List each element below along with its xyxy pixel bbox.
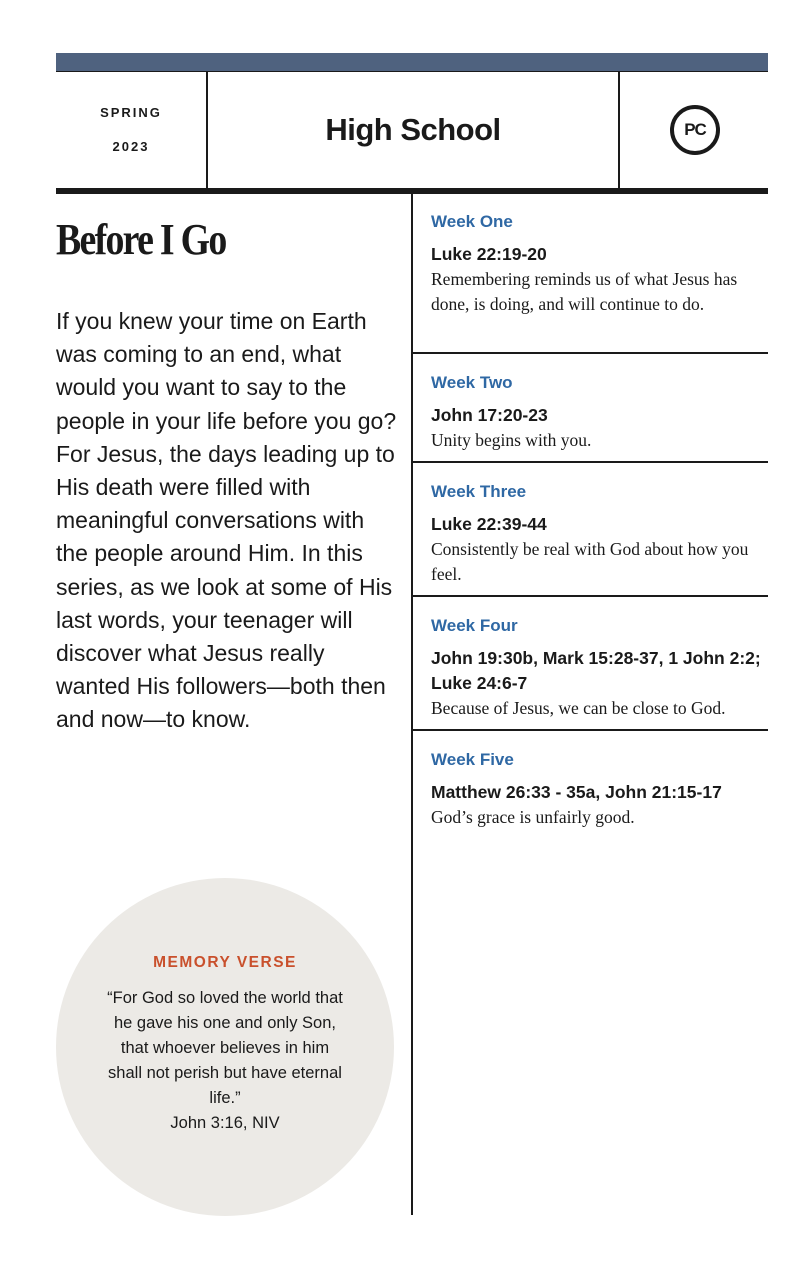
week-label: Week Four xyxy=(431,616,518,635)
week-label: Week Two xyxy=(431,373,513,392)
memory-verse-text: “For God so loved the world that he gave his one and only Son, that whoever believes in him shall not perish but have eternal life.” xyxy=(107,989,343,1107)
week-item xyxy=(413,731,768,830)
week-reference: Luke 22:39-44 xyxy=(431,514,547,534)
week-description: Because of Jesus, we can be close to God. xyxy=(431,698,726,718)
series-title: Before I Go xyxy=(56,215,226,264)
memory-verse-citation: John 3:16, NIV xyxy=(170,1114,280,1132)
memory-verse-circle xyxy=(56,878,394,1216)
week-description: Remembering reminds us of what Jesus has done, is doing, and will continue to do. xyxy=(431,269,738,314)
week-reference: John 17:20-23 xyxy=(431,405,548,425)
logo-cell xyxy=(618,72,770,188)
week-label: Week Five xyxy=(431,750,514,769)
logo-text: PC xyxy=(684,120,706,139)
week-description: Consistently be real with God about how you feel. xyxy=(431,539,749,584)
memory-verse-label: MEMORY VERSE xyxy=(153,954,297,971)
week-reference: Matthew 26:33 - 35a, John 21:15-17 xyxy=(431,782,722,802)
week-item xyxy=(413,463,768,597)
season-cell xyxy=(56,72,208,188)
pc-logo-icon xyxy=(670,105,720,155)
week-item xyxy=(413,597,768,731)
week-reference: Luke 22:19-20 xyxy=(431,244,547,264)
memory-verse-text-block xyxy=(105,986,345,1136)
series-intro: If you knew your time on Earth was coming to an end, what would you want to say to the people in your life before you go? For Jesus, the days leading up to His death were filled with meaningful conversations with the people around Him. In this series, as we look at some of His last words, your teenager will discover what Jesus really wanted His followers—both then and now—to know. xyxy=(56,308,397,733)
week-item xyxy=(413,193,768,354)
week-item xyxy=(413,354,768,463)
weeks-list xyxy=(413,193,768,830)
year-label: 2023 xyxy=(112,139,150,154)
top-color-bar xyxy=(56,53,768,71)
week-label: Week One xyxy=(431,212,513,231)
header xyxy=(56,71,768,194)
week-reference: John 19:30b, Mark 15:28-37, 1 John 2:2; Luke 24:6-7 xyxy=(431,648,761,693)
season-label: SPRING xyxy=(100,105,162,120)
week-description: God’s grace is unfairly good. xyxy=(431,807,635,827)
level-title: High School xyxy=(325,112,501,147)
week-description: Unity begins with you. xyxy=(431,430,592,450)
week-label: Week Three xyxy=(431,482,527,501)
